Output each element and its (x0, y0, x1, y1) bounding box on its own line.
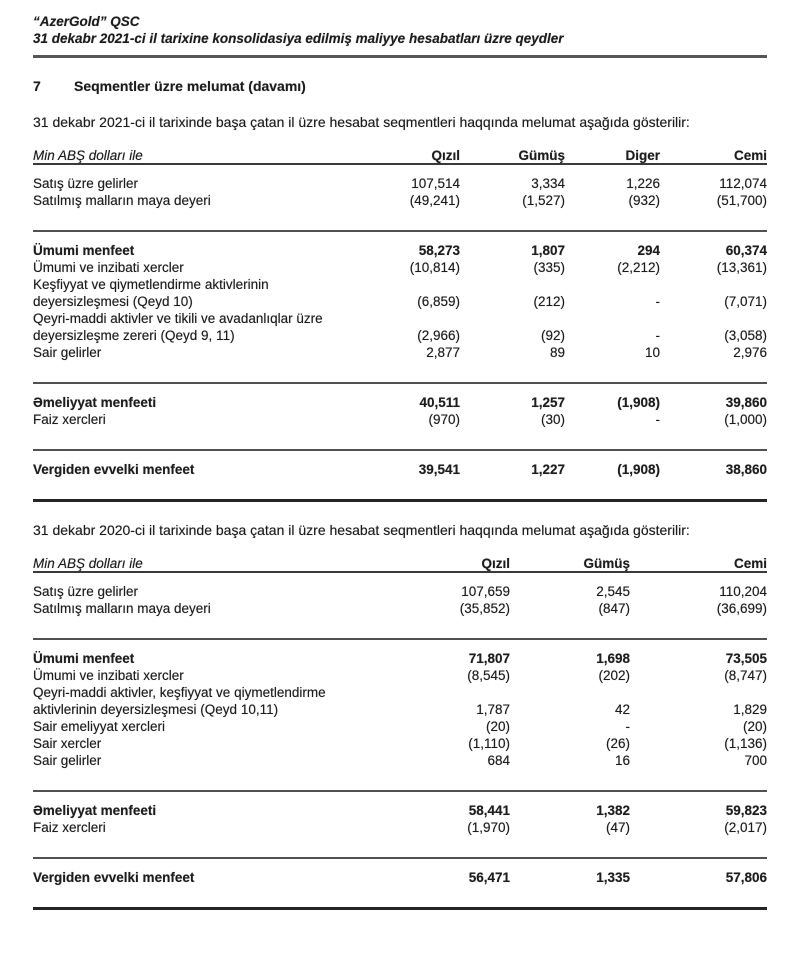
row-label: Ümumi ve inzibati xercler (33, 668, 184, 683)
row-label: Sair gelirler (33, 345, 102, 360)
row-maya-deyeri (33, 600, 767, 639)
column-header-diger: Diger (565, 148, 660, 164)
row-label: Satılmış malların maya deyeri (33, 601, 211, 616)
column-header-qizil: Qızıl (373, 556, 510, 572)
cell-value: 1,226 (626, 176, 660, 191)
cell-value: (1,527) (522, 193, 565, 208)
cell-value: 58,441 (468, 803, 510, 818)
row-label: Keşfiyyat ve qiymetlendirme aktivlerinin (33, 277, 269, 292)
cell-value: 700 (744, 753, 767, 768)
cell-value: - (655, 294, 660, 309)
column-header-gumus: Gümüş (510, 556, 630, 572)
cell-value: 40,511 (419, 395, 460, 410)
cell-value: (8,545) (467, 668, 510, 683)
cell-value: (6,859) (417, 294, 460, 309)
row-sair-xercler (33, 735, 767, 752)
cell-value: (35,852) (459, 601, 510, 616)
cell-value: (2,966) (417, 328, 460, 343)
cell-value: 2,877 (426, 345, 460, 360)
row-label: Əmeliyyat menfeeti (33, 395, 157, 410)
cell-value: (20) (742, 719, 767, 734)
cell-value: (1,908) (617, 462, 660, 477)
row-vergiden-evvelki-menfeet (33, 858, 767, 909)
cell-value: 57,806 (725, 870, 767, 885)
pre-tax-profit-group (33, 858, 767, 909)
row-qeyri-maddi-label-line (33, 310, 767, 327)
row-label: Ümumi ve inzibati xercler (33, 260, 184, 275)
row-aktivlerin-deyersizlesmesi (33, 701, 767, 718)
cell-value: (2,017) (724, 820, 767, 835)
cell-value: 2,976 (733, 345, 767, 360)
cell-value: (1,000) (724, 412, 767, 427)
cell-value: (51,700) (716, 193, 767, 208)
cell-value: (92) (540, 328, 565, 343)
row-label: Sair gelirler (33, 753, 102, 768)
row-qeyri-maddi-label-line (33, 684, 767, 701)
cell-value: 56,471 (468, 870, 510, 885)
row-label: Ümumi menfeet (33, 243, 135, 258)
cell-value: 684 (487, 753, 510, 768)
header-divider (33, 55, 767, 58)
cell-value: 107,514 (411, 176, 460, 191)
row-sair-emeliyyat-xercleri (33, 718, 767, 735)
row-vergiden-evvelki-menfeet (33, 450, 767, 501)
row-label: Vergiden evvelki menfeet (33, 462, 195, 477)
cell-value: 110,204 (719, 584, 767, 599)
cell-value: (335) (533, 260, 565, 275)
cell-value: (49,241) (409, 193, 460, 208)
company-name: “AzerGold” QSC (33, 14, 140, 29)
cell-value: 16 (614, 753, 630, 768)
cell-value: (212) (533, 294, 565, 309)
section-heading (33, 78, 767, 94)
section-title: Seqmentler üzre melumat (davamı) (74, 78, 306, 94)
cell-value: 107,659 (461, 584, 510, 599)
cell-value: (847) (598, 601, 630, 616)
table-header-2021 (33, 148, 767, 164)
cell-value: 39,860 (725, 395, 767, 410)
cell-value: 3,334 (531, 176, 565, 191)
row-inzibati-xercler (33, 667, 767, 684)
cell-value: 112,074 (719, 176, 767, 191)
row-satis-uzre-gelirler (33, 572, 767, 600)
cell-value: 39,541 (418, 462, 460, 477)
cell-value: 2,545 (596, 584, 630, 599)
cell-value: (26) (605, 736, 630, 751)
row-sair-gelirler (33, 344, 767, 383)
cell-value: 1,257 (531, 395, 565, 410)
row-emeliyyat-menfeeti (33, 791, 767, 819)
cell-value: 60,374 (725, 243, 767, 258)
row-kesfiyyat-deyersizlesmesi (33, 293, 767, 310)
row-label: Qeyri-maddi aktivler, keşfiyyat ve qiymetlendirme (33, 685, 326, 700)
revenue-group (33, 572, 767, 639)
cell-value: 1,698 (596, 651, 630, 666)
row-label: Satılmış malların maya deyeri (33, 193, 211, 208)
header-row (33, 556, 767, 572)
row-label: Ümumi menfeet (33, 651, 135, 666)
unit-label: Min ABŞ dolları ile (33, 148, 353, 164)
row-label: Faiz xercleri (33, 820, 106, 835)
unit-label: Min ABŞ dolları ile (33, 556, 373, 572)
cell-value: - (655, 412, 660, 427)
cell-value: 1,829 (733, 702, 767, 717)
cell-value: (932) (628, 193, 660, 208)
cell-value: 10 (644, 345, 660, 360)
document-header (33, 13, 767, 47)
cell-value: (30) (540, 412, 565, 427)
cell-value: 38,860 (725, 462, 767, 477)
column-header-cemi: Cemi (630, 556, 767, 572)
segments-table-2021 (33, 148, 767, 502)
document-subtitle: 31 dekabr 2021-ci il tarixine konsolidasiya edilmiş maliyye hesabatları üzre qeydler (33, 31, 564, 46)
row-label: aktivlerinin deyersizleşmesi (Qeyd 10,11) (33, 702, 279, 717)
intro-paragraph-2021: 31 dekabr 2021-ci il tarixinde başa çatan il üzre hesabat seqmentleri haqqında melumat aşağıda gösterilir: (33, 114, 690, 130)
row-sair-gelirler (33, 752, 767, 791)
cell-value: 42 (614, 702, 630, 717)
cell-value: - (625, 719, 630, 734)
table-header-2020 (33, 556, 767, 572)
cell-value: 59,823 (725, 803, 767, 818)
row-satis-uzre-gelirler (33, 164, 767, 192)
row-label: Sair emeliyyat xercleri (33, 719, 166, 734)
cell-value: (20) (485, 719, 510, 734)
cell-value: (8,747) (724, 668, 767, 683)
row-kesfiyyat-label-line (33, 276, 767, 293)
gross-profit-group (33, 231, 767, 383)
cell-value: (36,699) (716, 601, 767, 616)
row-faiz-xercleri (33, 819, 767, 858)
cell-value: 71,807 (468, 651, 510, 666)
revenue-group (33, 164, 767, 231)
cell-value: 73,505 (725, 651, 767, 666)
cell-value: 1,335 (596, 870, 630, 885)
header-row (33, 148, 767, 164)
gross-profit-group (33, 639, 767, 791)
row-label: Vergiden evvelki menfeet (33, 870, 195, 885)
section-number: 7 (33, 78, 41, 94)
operating-profit-group (33, 383, 767, 450)
row-umumi-menfeet (33, 231, 767, 259)
intro-paragraph-2020: 31 dekabr 2020-ci il tarixinde başa çatan il üzre hesabat seqmentleri haqqında melumat aşağıda gösterilir: (33, 522, 690, 538)
row-label: Satış üzre gelirler (33, 176, 139, 191)
cell-value: (1,110) (468, 736, 510, 751)
cell-value: (7,071) (724, 294, 767, 309)
cell-value: (47) (605, 820, 630, 835)
cell-value: (202) (598, 668, 630, 683)
column-header-qizil: Qızıl (353, 148, 460, 164)
cell-value: 1,807 (531, 243, 565, 258)
cell-value: 1,382 (596, 803, 630, 818)
cell-value: (1,970) (467, 820, 510, 835)
cell-value: (13,361) (716, 260, 767, 275)
row-label: Faiz xercleri (33, 412, 106, 427)
row-label: Qeyri-maddi aktivler ve tikili ve avadanlıqlar üzre (33, 311, 323, 326)
row-emeliyyat-menfeeti (33, 383, 767, 411)
cell-value: 89 (549, 345, 565, 360)
operating-profit-group (33, 791, 767, 858)
row-label: Əmeliyyat menfeeti (33, 803, 157, 818)
row-label: deyersizleşme zereri (Qeyd 9, 11) (33, 328, 235, 343)
cell-value: 1,787 (476, 702, 510, 717)
row-label: deyersizleşmesi (Qeyd 10) (33, 294, 193, 309)
cell-value: 294 (637, 243, 660, 258)
cell-value: (10,814) (409, 260, 460, 275)
row-label: Satış üzre gelirler (33, 584, 139, 599)
cell-value: 58,273 (418, 243, 460, 258)
column-header-gumus: Gümüş (460, 148, 565, 164)
row-label: Sair xercler (33, 736, 102, 751)
row-deyersizlesme-zereri (33, 327, 767, 344)
row-inzibati-xercler (33, 259, 767, 276)
cell-value: 1,227 (531, 462, 565, 477)
segments-table-2020 (33, 556, 767, 910)
column-header-cemi: Cemi (660, 148, 767, 164)
row-umumi-menfeet (33, 639, 767, 667)
row-maya-deyeri (33, 192, 767, 231)
cell-value: (1,136) (724, 736, 767, 751)
cell-value: (1,908) (617, 395, 660, 410)
cell-value: - (655, 328, 660, 343)
cell-value: (970) (428, 412, 460, 427)
row-faiz-xercleri (33, 411, 767, 450)
pre-tax-profit-group (33, 450, 767, 501)
cell-value: (3,058) (724, 328, 767, 343)
cell-value: (2,212) (617, 260, 660, 275)
